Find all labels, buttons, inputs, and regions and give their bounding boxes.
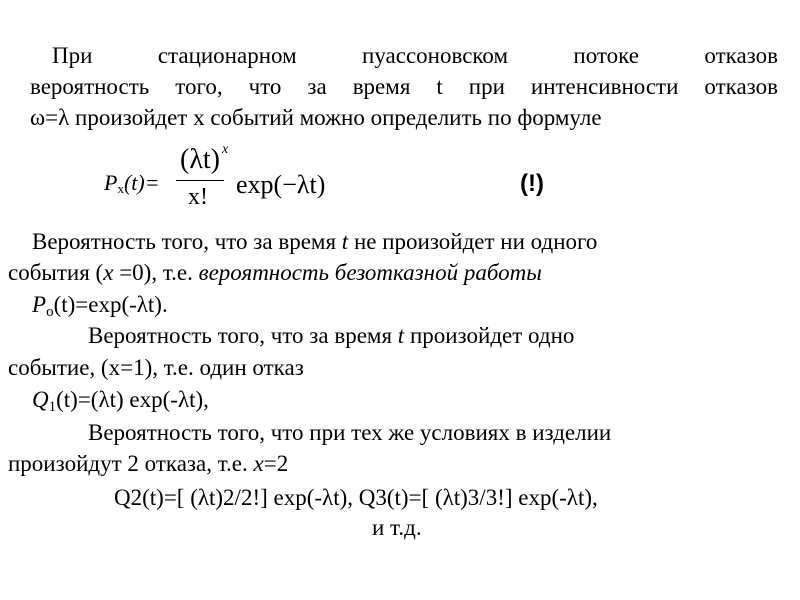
text-line-8: произойдут 2 отказа, т.е. x=2 [8,451,289,476]
text-line-1: Вероятность того, что за время t не произойдет ни одного [32,229,598,254]
fraction-numerator: (λt) [180,144,221,175]
q1-formula: $Q_1(t)=(\lambda t)$ exp(-λt), [32,387,209,415]
formula-mark: (!) [520,170,544,197]
intro-line-3: ω=λ произойдет x событий можно определить по формуле [30,105,602,130]
intro-paragraph [30,40,778,133]
p0-formula: $P_o(t)=\exp(-\lambda t)$. [32,292,168,320]
etc-line: и т.д. [372,515,422,540]
intro-line-1: При стационарном пуассоновском потоке отказов [52,43,778,68]
q2-q3-formula: Q2(t)=[ (λt)2/2!] exp(-λt), Q3(t)=[ (λt)3/3!] exp(-λt), [114,485,598,510]
intro-line-2: вероятность того, что за время t при интенсивности отказов [30,74,778,99]
fraction-power: x [222,142,229,157]
poisson-formula [104,144,664,216]
fraction-denominator: x! [188,184,208,210]
text-line-2: события (x =0), т.е. вероятность безотказной работы [8,260,542,285]
formula-exp: exp(−λt) [236,170,326,199]
fraction-bar [176,180,224,181]
text-line-5: событие, (x=1), т.е. один отказ [8,355,304,380]
text-line-4: Вероятность того, что за время t произойдет одно [88,323,575,348]
formula-lhs: $P_x(t)=$ [104,170,160,196]
text-line-7: Вероятность того, что при тех же условиях в изделии [88,420,612,445]
